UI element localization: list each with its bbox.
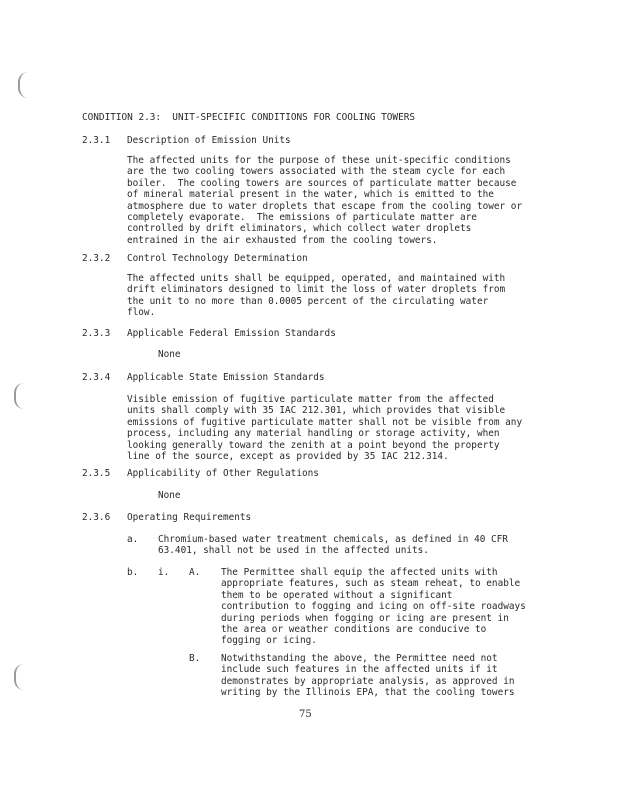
binder-hole-mark-bottom: [14, 664, 24, 690]
item-label: a.: [127, 534, 139, 545]
text-line: writing by the Illinois EPA, that the cooling towers: [221, 687, 515, 699]
text-line: The Permittee shall equip the affected units with: [221, 567, 498, 578]
text-line: line of the source, except as provided by 35 IAC 212.314.: [127, 451, 449, 463]
condition-title: CONDITION 2.3: UNIT-SPECIFIC CONDITIONS FOR COOLING TOWERS: [82, 112, 416, 123]
text-line: contribution to fogging and icing on off-site roadways: [221, 601, 526, 613]
section-heading: Applicable Federal Emission Standards: [127, 328, 336, 339]
section-heading: Description of Emission Units: [127, 135, 291, 146]
text-line: looking generally toward the zenith at a point beyond the property: [127, 439, 500, 451]
text-line: emissions of fugitive particulate matter shall not be visible from any: [127, 416, 523, 428]
section-body: None: [158, 490, 181, 501]
section-heading: Operating Requirements: [127, 512, 252, 523]
text-line: the area or weather conditions are conducive to: [221, 624, 487, 636]
text-line: boiler. The cooling towers are sources of particulate matter because: [127, 177, 517, 189]
item-body: [158, 534, 508, 557]
text-line: appropriate features, such as steam reheat, to enable: [221, 578, 521, 590]
text-line: controlled by drift eliminators, which collect water droplets: [127, 223, 472, 235]
text-line: The affected units for the purpose of these unit-specific conditions: [127, 155, 511, 166]
text-line: completely evaporate. The emissions of particulate matter are: [127, 212, 477, 224]
section-body: [127, 273, 505, 319]
section-number: 2.3.3: [82, 328, 111, 339]
text-line: the unit to no more than 0.0005 percent of the circulating water: [127, 295, 489, 307]
page-number: 75: [299, 709, 312, 720]
section-heading: Applicability of Other Regulations: [127, 468, 319, 479]
text-line: units shall comply with 35 IAC 212.301, which provides that visible: [127, 405, 506, 417]
text-line: are the two cooling towers associated with the steam cycle for each: [127, 166, 506, 178]
section-heading: Control Technology Determination: [127, 253, 308, 264]
section-number: 2.3.5: [82, 468, 111, 479]
section-body: [127, 394, 522, 462]
binder-hole-mark-top: [18, 72, 28, 98]
binder-hole-mark-middle: [14, 383, 24, 409]
clause-label: A.: [189, 567, 201, 578]
section-number: 2.3.1: [82, 135, 111, 146]
text-line: The affected units shall be equipped, operated, and maintained with: [127, 273, 506, 284]
text-line: Chromium-based water treatment chemicals, as defined in 40 CFR: [158, 534, 508, 545]
section-number: 2.3.4: [82, 372, 111, 383]
item-label: b.: [127, 567, 139, 578]
text-line: process, including any material handling or storage activity, when: [127, 428, 500, 440]
text-line: during periods when fogging or icing are present in: [221, 612, 509, 624]
text-line: entrained in the air exhausted from the cooling towers.: [127, 234, 438, 246]
text-line: 63.401, shall not be used in the affected units.: [158, 545, 429, 557]
clause-body: [221, 567, 526, 647]
text-line: them to be operated without a significant: [221, 589, 453, 601]
text-line: atmosphere due to water droplets that escape from the cooling tower or: [127, 200, 523, 212]
section-body: None: [158, 349, 181, 360]
clause-label: B.: [189, 653, 201, 664]
text-line: include such features in the affected units if it: [221, 664, 498, 676]
text-line: drift eliminators designed to limit the loss of water droplets from: [127, 284, 506, 296]
section-heading: Applicable State Emission Standards: [127, 372, 325, 383]
text-line: of mineral material present in the water, which is emitted to the: [127, 189, 494, 201]
section-body: [127, 155, 522, 246]
sub-item-label: i.: [158, 567, 170, 578]
text-line: fogging or icing.: [221, 635, 317, 647]
section-number: 2.3.2: [82, 253, 111, 264]
text-line: Visible emission of fugitive particulate matter from the affected: [127, 394, 494, 405]
text-line: flow.: [127, 307, 156, 319]
section-number: 2.3.6: [82, 512, 111, 523]
text-line: demonstrates by appropriate analysis, as approved in: [221, 675, 515, 687]
text-line: Notwithstanding the above, the Permittee need not: [221, 653, 498, 664]
clause-body: [221, 653, 515, 699]
